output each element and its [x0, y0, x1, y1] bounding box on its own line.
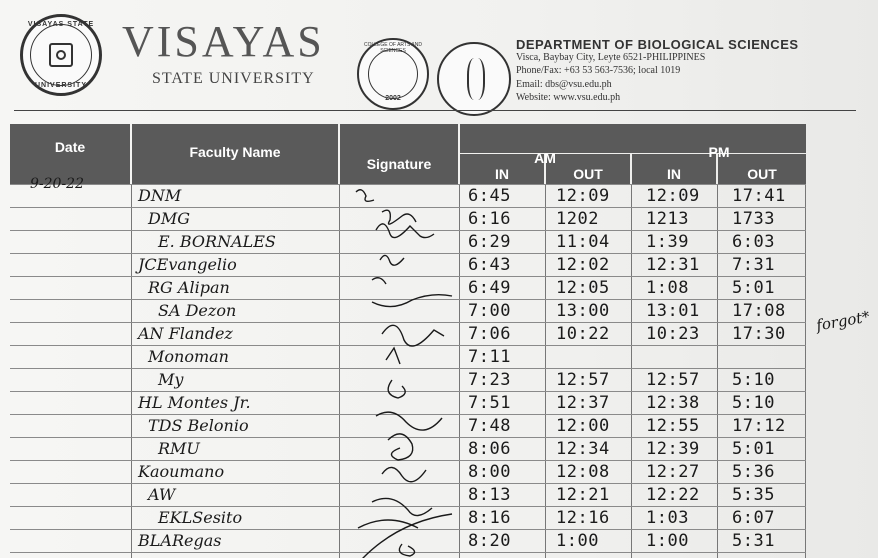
department-name: DEPARTMENT OF BIOLOGICAL SCIENCES [516, 37, 799, 52]
university-seal-logo: VISAYAS STATE UNIVERSITY [20, 14, 102, 96]
faculty-name: BLARegas [138, 531, 222, 550]
time-am-in: 8:20 [468, 531, 511, 551]
time-am-out: 12:00 [556, 416, 610, 436]
time-am-in: 7:48 [468, 416, 511, 436]
time-am-in: 6:45 [468, 186, 511, 206]
time-am-out: 13:00 [556, 301, 610, 321]
signature-scribbles [342, 184, 460, 558]
attendance-table [10, 124, 806, 558]
time-pm-out: 5:36 [732, 462, 775, 482]
phone-line: Phone/Fax: +63 53 563-7536; local 1019 [516, 65, 681, 76]
time-pm-out: 5:10 [732, 393, 775, 413]
time-pm-in: 1:03 [646, 508, 689, 528]
col-header-am-in: IN [495, 166, 509, 182]
time-pm-out: 5:35 [732, 485, 775, 505]
time-am-in: 7:23 [468, 370, 511, 390]
faculty-name: Kaoumano [138, 462, 225, 481]
faculty-name: TDS Belonio [148, 416, 249, 435]
university-wordmark: VISAYAS [122, 17, 325, 66]
time-pm-out: 17:41 [732, 186, 786, 206]
faculty-name: SA Dezon [158, 301, 237, 320]
faculty-name: AN Flandez [138, 324, 233, 343]
time-am-out: 1202 [556, 209, 599, 229]
time-pm-in: 12:55 [646, 416, 700, 436]
faculty-name: E. BORNALES [158, 232, 276, 251]
time-pm-out: 17:12 [732, 416, 786, 436]
col-header-date: Date [54, 139, 86, 155]
college-badge-logo: COLLEGE OF ARTS AND SCIENCES 2002 [357, 38, 429, 110]
faculty-name: HL Montes Jr. [138, 393, 251, 412]
time-pm-in: 1:00 [646, 531, 689, 551]
website-line: Website: www.vsu.edu.ph [516, 92, 621, 103]
time-pm-out: 5:01 [732, 439, 775, 459]
faculty-name: DMG [148, 209, 190, 228]
university-wordmark-sub: STATE UNIVERSITY [152, 70, 315, 87]
time-am-in: 7:00 [468, 301, 511, 321]
faculty-name: AW [148, 485, 176, 504]
time-pm-in: 13:01 [646, 301, 700, 321]
time-pm-in: 12:22 [646, 485, 700, 505]
faculty-name: Monoman [148, 347, 229, 366]
col-header-pm: PM [708, 144, 730, 160]
time-am-out: 12:09 [556, 186, 610, 206]
time-pm-out: 6:03 [732, 232, 775, 252]
time-am-out: 12:02 [556, 255, 610, 275]
time-am-in: 7:11 [468, 347, 511, 367]
time-pm-in: 12:09 [646, 186, 700, 206]
faculty-name: EKLSesito [158, 508, 243, 527]
col-header-pm-in: IN [667, 166, 681, 182]
faculty-name: JCEvangelio [138, 255, 237, 274]
time-am-in: 7:51 [468, 393, 511, 413]
col-header-signature: Signature [366, 156, 432, 172]
time-am-out: 12:16 [556, 508, 610, 528]
time-pm-out: 17:30 [732, 324, 786, 344]
time-am-out: 10:22 [556, 324, 610, 344]
time-pm-out: 7:31 [732, 255, 775, 275]
header-divider [14, 110, 856, 111]
time-am-out: 1:00 [556, 531, 599, 551]
time-am-in: 6:49 [468, 278, 511, 298]
time-am-in: 8:13 [468, 485, 511, 505]
time-am-in: 6:43 [468, 255, 511, 275]
time-am-in: 6:16 [468, 209, 511, 229]
time-pm-in: 1213 [646, 209, 689, 229]
time-pm-out: 5:10 [732, 370, 775, 390]
time-pm-in: 12:39 [646, 439, 700, 459]
time-pm-in: 1:39 [646, 232, 689, 252]
time-am-in: 8:06 [468, 439, 511, 459]
time-am-out: 12:21 [556, 485, 610, 505]
email-line: Email: dbs@vsu.edu.ph [516, 79, 612, 90]
address-line: Visca, Baybay City, Leyte 6521-PHILIPPINES [516, 52, 706, 63]
time-pm-in: 10:23 [646, 324, 700, 344]
time-am-out: 12:34 [556, 439, 610, 459]
time-pm-in: 1:08 [646, 278, 689, 298]
time-pm-out: 5:31 [732, 531, 775, 551]
faculty-name: RMU [158, 439, 200, 458]
col-header-am: AM [534, 150, 556, 166]
header-signature-cell [340, 124, 458, 184]
time-pm-in: 12:27 [646, 462, 700, 482]
time-am-in: 6:29 [468, 232, 511, 252]
faculty-name: DNM [138, 186, 182, 205]
time-pm-out: 6:07 [732, 508, 775, 528]
department-dna-logo [437, 42, 511, 116]
date-value: 9-20-22 [30, 176, 84, 192]
time-am-out: 12:57 [556, 370, 610, 390]
col-header-am-out: OUT [573, 166, 603, 182]
time-am-in: 8:00 [468, 462, 511, 482]
time-am-out: 12:05 [556, 278, 610, 298]
time-pm-in: 12:38 [646, 393, 700, 413]
time-am-in: 8:16 [468, 508, 511, 528]
time-am-out: 12:08 [556, 462, 610, 482]
margin-note: forgot* [814, 307, 872, 335]
time-am-in: 7:06 [468, 324, 511, 344]
time-pm-in: 12:31 [646, 255, 700, 275]
time-am-out: 11:04 [556, 232, 610, 252]
time-am-out: 12:37 [556, 393, 610, 413]
time-pm-out: 17:08 [732, 301, 786, 321]
time-pm-out: 1733 [732, 209, 775, 229]
faculty-name: My [158, 370, 184, 389]
time-pm-out: 5:01 [732, 278, 775, 298]
col-header-faculty: Faculty Name [189, 144, 281, 160]
col-header-pm-out: OUT [747, 166, 777, 182]
time-pm-in: 12:57 [646, 370, 700, 390]
faculty-name: RG Alipan [148, 278, 230, 297]
